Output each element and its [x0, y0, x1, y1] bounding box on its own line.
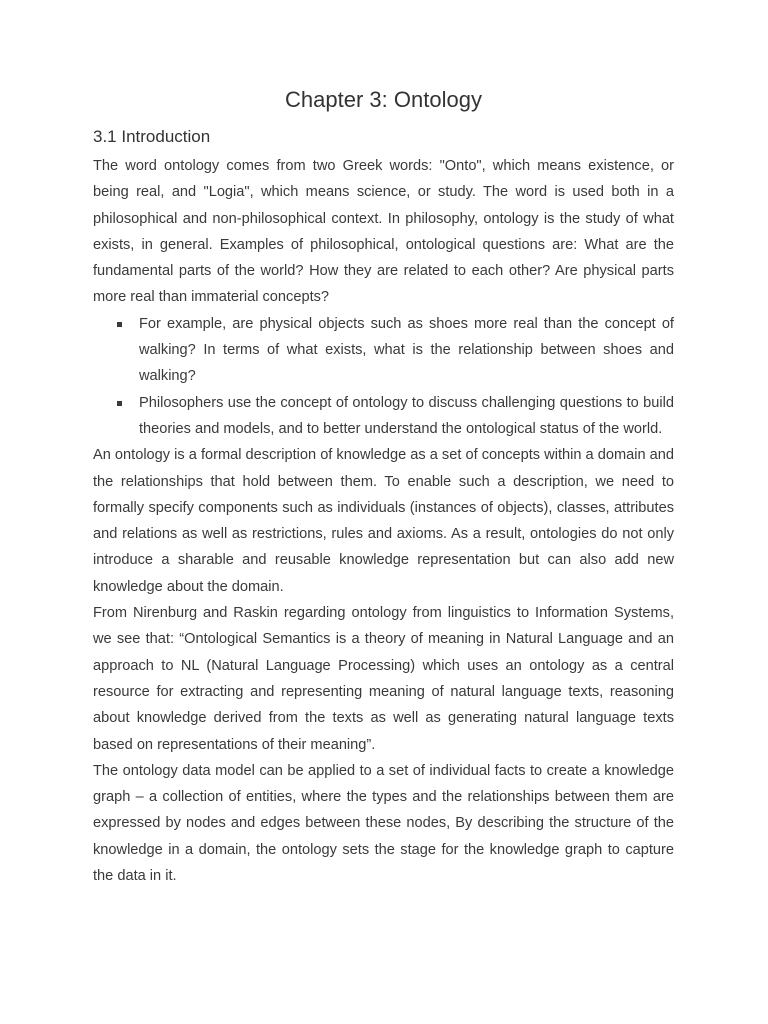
bullet-list — [93, 311, 674, 442]
paragraph-nirenburg-raskin: From Nirenburg and Raskin regarding ontology from linguistics to Information Systems, we see that: “Ontological Semantics is a theory of meaning in Natural Language and an approach to NL (Natural Language Processing) which uses an ontology as a central resource for extracting and representing meaning of natural language texts, reasoning about knowledge derived from the texts as well as generating natural language texts based on representations of their meaning”. — [93, 605, 674, 753]
paragraph-knowledge-graph: The ontology data model can be applied to a set of individual facts to create a knowledge graph – a collection of entities, where the types and the relationships between them are expressed by nodes and edges between these nodes, By describing the structure of the knowledge in a domain, the ontology sets the stage for the knowledge graph to capture the data in it. — [93, 762, 674, 885]
bullet-item — [139, 311, 674, 390]
chapter-title: Chapter 3: Ontology — [285, 87, 482, 112]
paragraph-intro: The word ontology comes from two Greek words: "Onto", which means existence, or being real, and "Logia", which means science, or study. The word is used both in a philosophical and non-philosophical context. In philosophy, ontology is the study of what exists, in general. Examples of philosophical, ontological questions are: What are the fundamental parts of the world? How they are related to each other? Are physical parts more real than immaterial concepts? — [93, 158, 674, 306]
section-heading: 3.1 Introduction — [93, 127, 211, 146]
square-bullet-icon — [117, 401, 122, 406]
bullet-item — [139, 390, 674, 443]
paragraph-ontology-definition: An ontology is a formal description of knowledge as a set of concepts within a domain and the relationships that hold between them. To enable such a description, we need to formally specify components such as individuals (instances of objects), classes, attributes and relations as well as restrictions, rules and axioms. As a result, ontologies do not only introduce a sharable and reusable knowledge representation but can also add new knowledge about the domain. — [93, 447, 674, 595]
bullet-text: For example, are physical objects such as shoes more real than the concept of walking? In terms of what exists, what is the relationship between shoes and walking? — [139, 315, 674, 385]
bullet-text: Philosophers use the concept of ontology to discuss challenging questions to build theories and models, and to better understand the ontological status of the world. — [139, 394, 674, 437]
square-bullet-icon — [117, 322, 122, 327]
